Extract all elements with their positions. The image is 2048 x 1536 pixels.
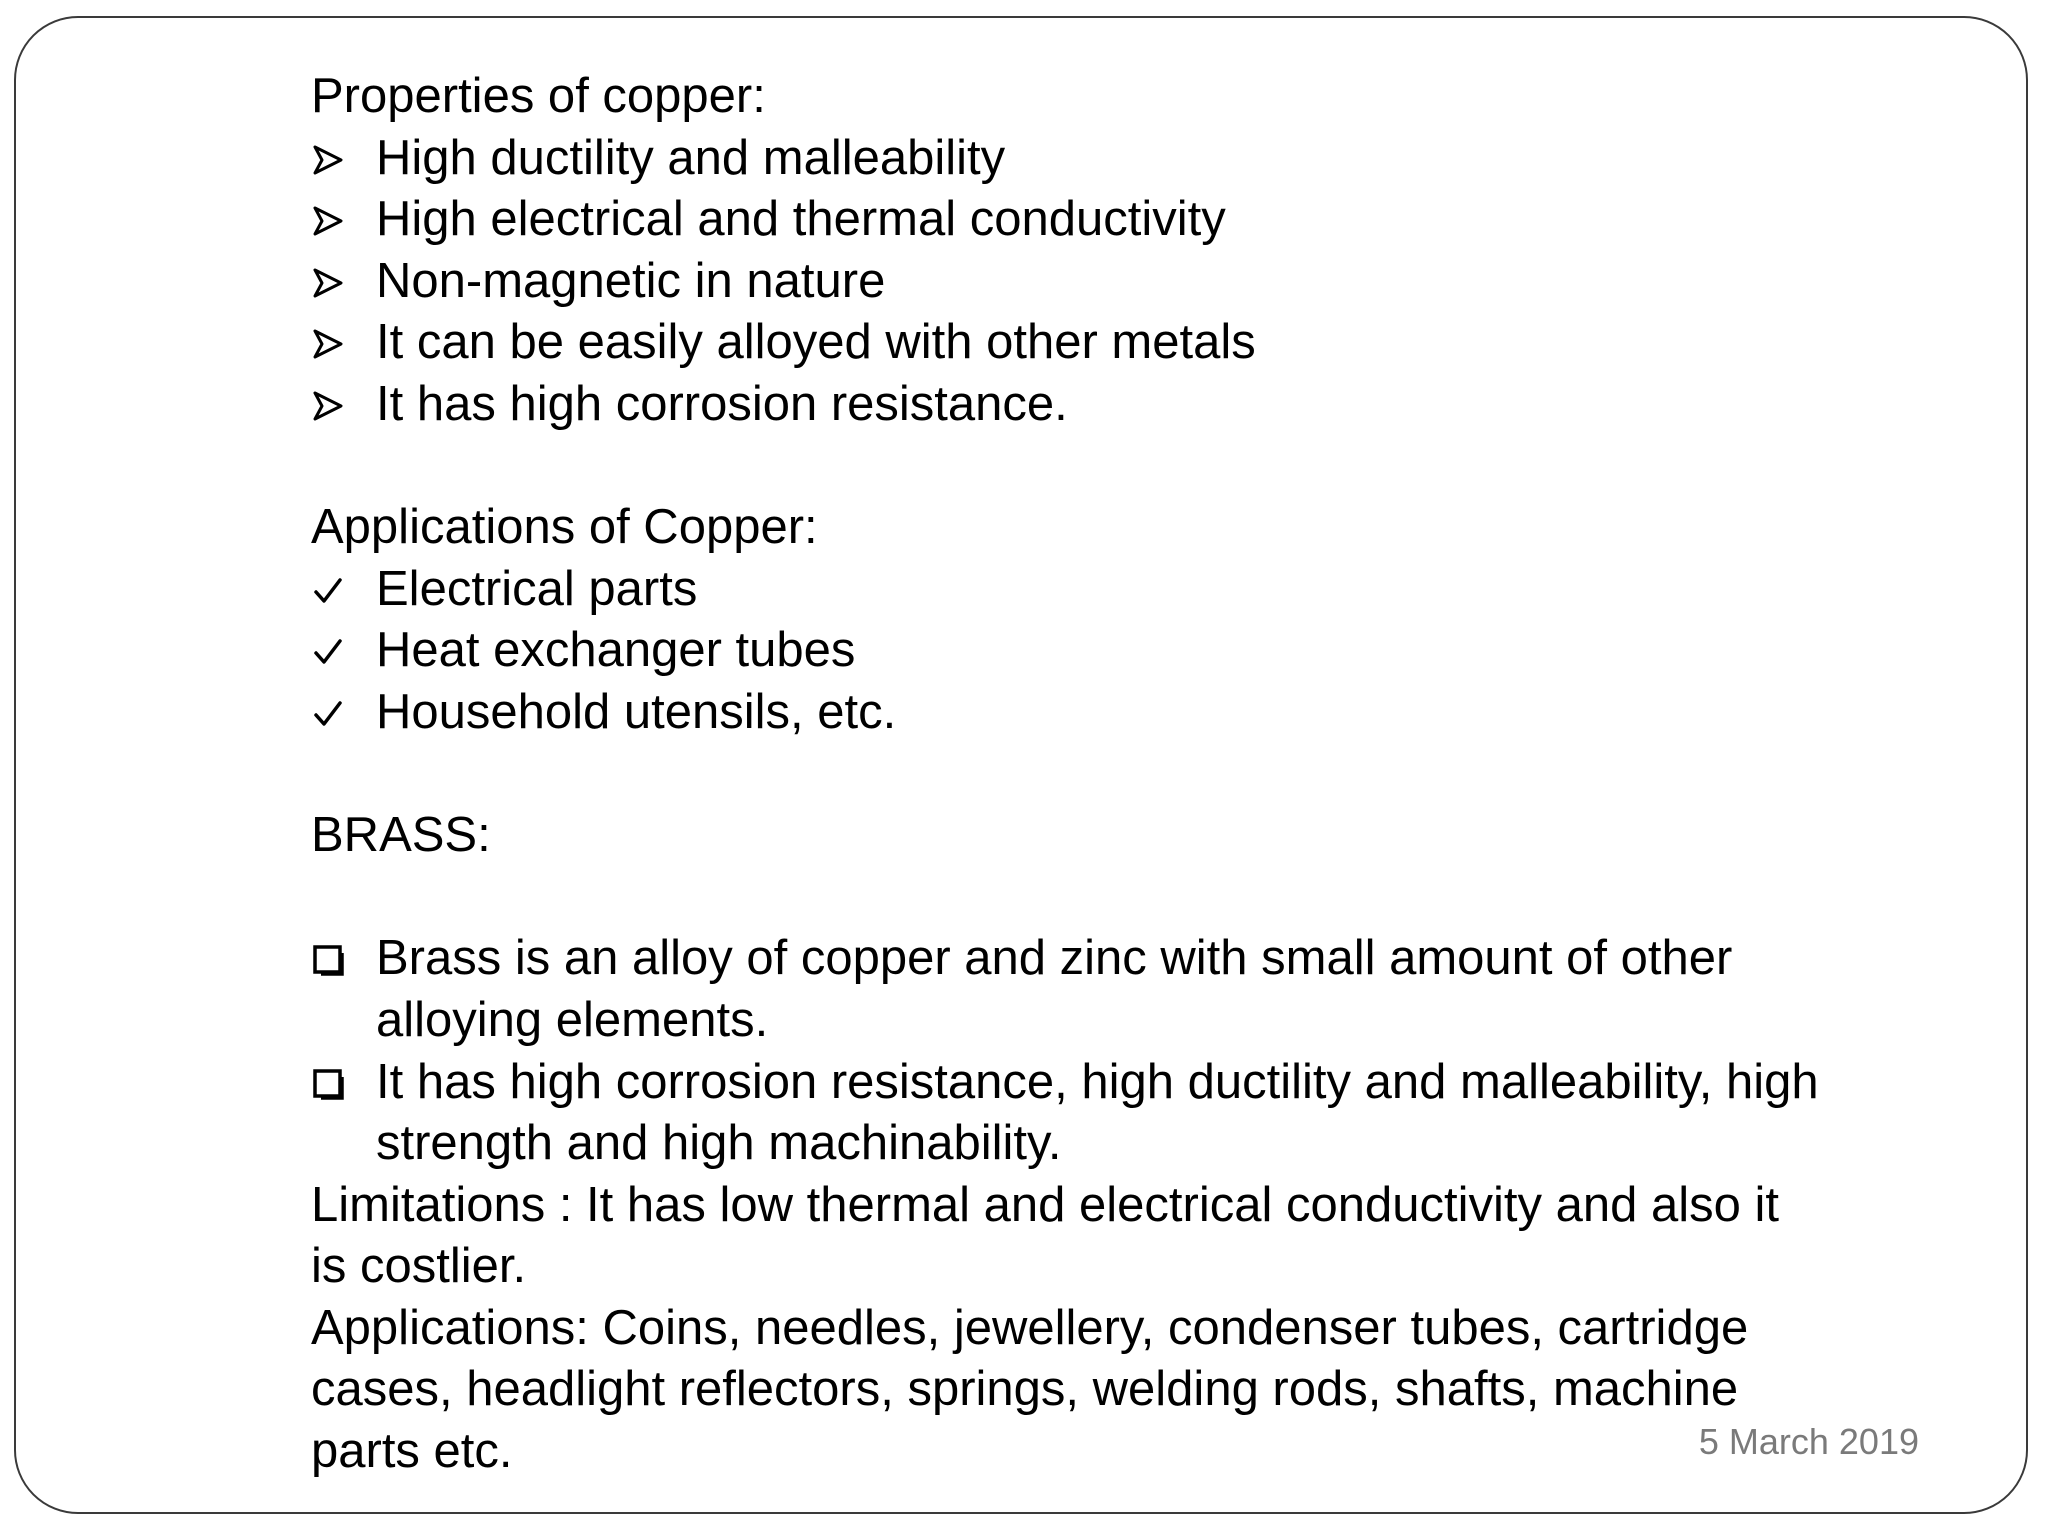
- property-text: It can be easily alloyed with other metals: [376, 315, 1256, 370]
- property-item: [311, 374, 1911, 436]
- application-text: Heat exchanger tubes: [376, 623, 856, 678]
- property-text: High ductility and malleability: [376, 130, 1006, 185]
- property-item: [311, 312, 1911, 374]
- arrowhead-bullet-icon: [311, 128, 357, 190]
- limitations-line: is costlier.: [311, 1239, 527, 1294]
- application-text: Electrical parts: [376, 561, 698, 616]
- brass-heading: BRASS:: [311, 808, 491, 863]
- property-text: It has high corrosion resistance.: [376, 376, 1068, 431]
- checkmark-icon: [311, 682, 357, 744]
- brass-applications-line: Applications: Coins, needles, jewellery, condenser tubes, cartridge: [311, 1300, 1749, 1355]
- brass-point: [311, 1052, 1911, 1175]
- brass-point-line: It has high corrosion resistance, high ductility and malleability, high: [376, 1054, 1819, 1109]
- slide-date: 5 March 2019: [1698, 1421, 1919, 1462]
- properties-heading: Properties of copper:: [311, 69, 766, 123]
- property-text: High electrical and thermal conductivity: [376, 192, 1226, 247]
- checkmark-icon: [311, 620, 357, 682]
- square-box-bullet-icon: [311, 1052, 357, 1114]
- brass-point-line: alloying elements.: [376, 992, 769, 1047]
- checkmark-icon: [311, 559, 357, 621]
- brass-point: [311, 928, 1911, 1051]
- application-item: [311, 559, 1911, 621]
- spacer: [311, 867, 1911, 929]
- arrowhead-bullet-icon: [311, 189, 357, 251]
- property-text: Non-magnetic in nature: [376, 253, 886, 308]
- applications-heading: Applications of Copper:: [311, 500, 818, 555]
- square-box-bullet-icon: [311, 928, 357, 990]
- spacer: [311, 744, 1911, 806]
- application-item: [311, 682, 1911, 744]
- property-item: [311, 128, 1911, 190]
- spacer: [311, 436, 1911, 498]
- limitations-line: Limitations : It has low thermal and electrical conductivity and also it: [311, 1177, 1779, 1232]
- arrowhead-bullet-icon: [311, 374, 357, 436]
- property-item: [311, 251, 1911, 313]
- brass-applications-line: cases, headlight reflectors, springs, welding rods, shafts, machine: [311, 1362, 1739, 1417]
- application-item: [311, 620, 1911, 682]
- brass-point-line: Brass is an alloy of copper and zinc with small amount of other: [376, 931, 1733, 986]
- brass-applications-line: parts etc.: [311, 1424, 513, 1479]
- application-text: Household utensils, etc.: [376, 684, 897, 739]
- arrowhead-bullet-icon: [311, 251, 357, 313]
- property-item: [311, 189, 1911, 251]
- arrowhead-bullet-icon: [311, 312, 357, 374]
- brass-point-line: strength and high machinability.: [376, 1116, 1062, 1171]
- slide-content: [311, 66, 1911, 1483]
